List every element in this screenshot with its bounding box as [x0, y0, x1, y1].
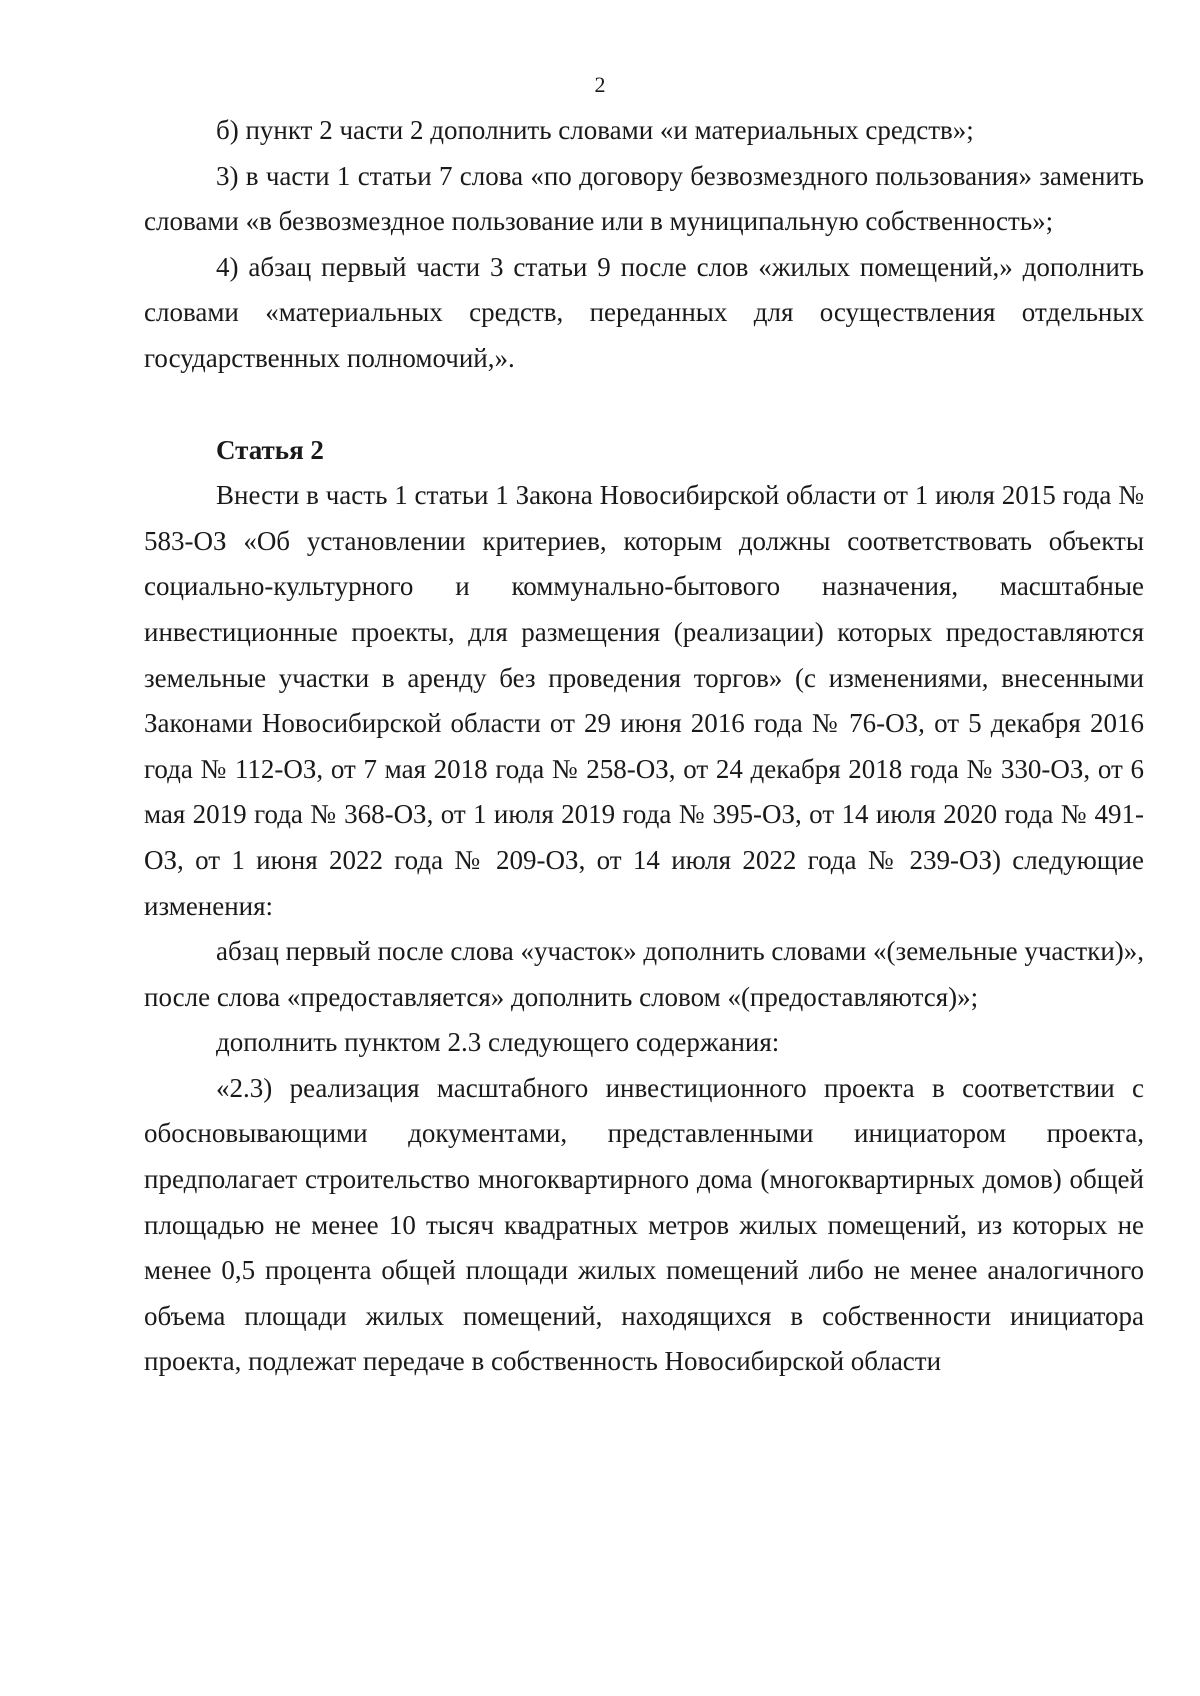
paragraph-first-abzac: абзац первый после слова «участок» дополнить словами «(земельные участки)», после слова «предоставляется» дополнить словом «(предоставляются)»;: [144, 936, 1145, 1012]
paragraph-amendment-4: 4) абзац первый части 3 статьи 9 после слов «жилых помещений,» дополнить словами «материальных средств, переданных для осуществления отдельных государственных полномочий,».: [144, 251, 1144, 373]
paragraph-point-2-3: «2.3) реализация масштабного инвестиционного проекта в соответствии с обосновывающими документами, представленными инициатором проекта, предполагает строительство многоквартирного дома (многоквартирных домов) общей площадью не менее 10 тысяч квадратных метров жилых помещений, из которых не менее 0,5 процента общей площади жилых помещений либо не менее аналогичного объема площади жилых помещений, находящихся в собственности инициатора проекта, подлежат передаче в собственность Новосибирской области: [144, 1072, 1144, 1377]
paragraph-article-2-intro: Внести в часть 1 статьи 1 Закона Новосибирской области от 1 июля 2015 года № 583-ОЗ «Об установлении критериев, которым должны соответствовать объекты социально-культурного и коммунально-бытового назначения, масштабные инвестиционные проекты, для размещения (реализации) которых предоставляются земельные участки в аренду без проведения торгов» (с изменениями, внесенными Законами Новосибирской области от 29 июня 2016 года № 76-ОЗ, от 5 декабря 2016 года № 112-ОЗ, от 7 мая 2018 года № 258-ОЗ, от 24 декабря 2018 года № 330-ОЗ, от 6 мая 2019 года № 368-ОЗ, от 1 июля 2019 года № 395-ОЗ, от 14 июля 2020 года № 491-ОЗ, от 1 июня 2022 года № 209-ОЗ, от 14 июля 2022 года № 239-ОЗ) следующие изменения:: [144, 480, 1144, 921]
paragraph-add-point: дополнить пунктом 2.3 следующего содержания:: [216, 1027, 780, 1058]
paragraph-amendment-b: б) пункт 2 части 2 дополнить словами «и материальных средств»;: [216, 115, 974, 145]
paragraph-amendment-3: 3) в части 1 статьи 7 слова «по договору безвозмездного пользования» заменить словами «в безвозмездное пользование или в муниципальную собственность»;: [144, 160, 1144, 237]
article-heading: Статья 2: [216, 434, 324, 465]
page-number: 2: [594, 72, 606, 97]
document-body: [144, 108, 1144, 1385]
